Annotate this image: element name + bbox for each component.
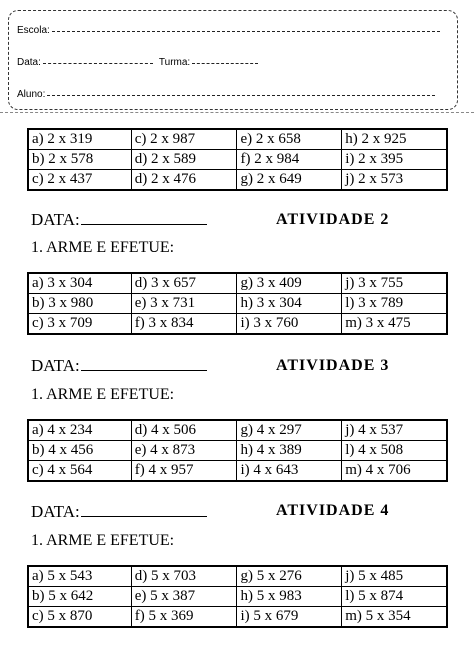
date-field[interactable] bbox=[43, 63, 153, 64]
table-row bbox=[28, 129, 447, 150]
activity-3-instruction: 1. ARME E EFETUE: bbox=[31, 386, 175, 403]
exercise-cell: l) 4 x 508 bbox=[342, 441, 447, 461]
activity-4-table bbox=[27, 565, 448, 628]
date-blank[interactable] bbox=[81, 502, 207, 517]
table-row bbox=[28, 461, 447, 482]
exercise-cell: h) 4 x 389 bbox=[237, 441, 342, 461]
date-class-line bbox=[17, 57, 258, 68]
class-label: Turma: bbox=[158, 57, 191, 68]
activity-2-title: ATIVIDADE 2 bbox=[276, 211, 390, 228]
exercise-cell: a) 5 x 543 bbox=[28, 566, 131, 587]
student-info-header bbox=[8, 10, 458, 110]
activity-4-title: ATIVIDADE 4 bbox=[276, 502, 390, 519]
date-label: DATA: bbox=[31, 502, 80, 521]
table-row bbox=[28, 587, 447, 607]
exercise-cell: j) 2 x 573 bbox=[342, 170, 447, 191]
table-row bbox=[28, 170, 447, 191]
exercise-cell: i) 2 x 395 bbox=[342, 150, 447, 170]
activity-1-table bbox=[27, 128, 448, 191]
exercise-cell: b) 4 x 456 bbox=[28, 441, 131, 461]
exercise-cell: e) 3 x 731 bbox=[131, 294, 237, 314]
exercise-cell: i) 4 x 643 bbox=[237, 461, 342, 482]
class-field[interactable] bbox=[192, 63, 258, 64]
exercise-cell: l) 3 x 789 bbox=[342, 294, 447, 314]
exercise-cell: f) 2 x 984 bbox=[237, 150, 342, 170]
exercise-cell: i) 5 x 679 bbox=[237, 607, 342, 628]
exercise-cell: b) 2 x 578 bbox=[28, 150, 131, 170]
activity-2-date-line bbox=[31, 210, 207, 230]
exercise-cell: c) 2 x 987 bbox=[131, 129, 237, 150]
exercise-cell: g) 5 x 276 bbox=[237, 566, 342, 587]
student-label: Aluno: bbox=[17, 89, 46, 100]
table-row bbox=[28, 441, 447, 461]
student-line bbox=[17, 89, 435, 100]
exercise-cell: d) 4 x 506 bbox=[131, 420, 237, 441]
exercise-cell: g) 2 x 649 bbox=[237, 170, 342, 191]
exercise-cell: h) 3 x 304 bbox=[237, 294, 342, 314]
exercise-cell: a) 3 x 304 bbox=[28, 273, 131, 294]
exercise-cell: h) 5 x 983 bbox=[237, 587, 342, 607]
activity-3-date-line bbox=[31, 356, 207, 376]
school-field[interactable] bbox=[52, 31, 440, 32]
exercise-cell: f) 4 x 957 bbox=[131, 461, 237, 482]
exercise-cell: d) 5 x 703 bbox=[131, 566, 237, 587]
exercise-cell: m) 5 x 354 bbox=[342, 607, 447, 628]
exercise-cell: c) 2 x 437 bbox=[28, 170, 131, 191]
date-label: Data: bbox=[17, 57, 41, 68]
school-line bbox=[17, 25, 440, 36]
date-label: DATA: bbox=[31, 210, 80, 229]
school-label: Escola: bbox=[17, 25, 50, 36]
activity-4-instruction: 1. ARME E EFETUE: bbox=[31, 532, 175, 549]
exercise-cell: m) 3 x 475 bbox=[342, 314, 447, 335]
activity-2-table bbox=[27, 272, 448, 335]
exercise-cell: j) 5 x 485 bbox=[342, 566, 447, 587]
activity-4-date-line bbox=[31, 502, 207, 522]
activity-3-title: ATIVIDADE 3 bbox=[276, 357, 390, 374]
activity-2-instruction: 1. ARME E EFETUE: bbox=[31, 239, 175, 256]
exercise-cell: a) 4 x 234 bbox=[28, 420, 131, 441]
date-blank[interactable] bbox=[81, 356, 207, 371]
exercise-cell: c) 4 x 564 bbox=[28, 461, 131, 482]
exercise-cell: c) 5 x 870 bbox=[28, 607, 131, 628]
exercise-cell: c) 3 x 709 bbox=[28, 314, 131, 335]
exercise-cell: b) 5 x 642 bbox=[28, 587, 131, 607]
table-row bbox=[28, 150, 447, 170]
exercise-cell: j) 4 x 537 bbox=[342, 420, 447, 441]
table-row bbox=[28, 607, 447, 628]
activity-3-table bbox=[27, 419, 448, 482]
exercise-cell: a) 2 x 319 bbox=[28, 129, 131, 150]
exercise-cell: m) 4 x 706 bbox=[342, 461, 447, 482]
student-field[interactable] bbox=[47, 95, 435, 96]
exercise-cell: i) 3 x 760 bbox=[237, 314, 342, 335]
exercise-cell: g) 4 x 297 bbox=[237, 420, 342, 441]
date-blank[interactable] bbox=[81, 210, 207, 225]
table-row bbox=[28, 273, 447, 294]
exercise-cell: f) 5 x 369 bbox=[131, 607, 237, 628]
table-row bbox=[28, 314, 447, 335]
exercise-cell: e) 5 x 387 bbox=[131, 587, 237, 607]
exercise-cell: j) 3 x 755 bbox=[342, 273, 447, 294]
table-row bbox=[28, 566, 447, 587]
exercise-cell: b) 3 x 980 bbox=[28, 294, 131, 314]
exercise-cell: d) 3 x 657 bbox=[131, 273, 237, 294]
exercise-cell: l) 5 x 874 bbox=[342, 587, 447, 607]
exercise-cell: e) 4 x 873 bbox=[131, 441, 237, 461]
exercise-cell: d) 2 x 476 bbox=[131, 170, 237, 191]
cut-line-divider bbox=[0, 112, 474, 113]
exercise-cell: f) 3 x 834 bbox=[131, 314, 237, 335]
table-row bbox=[28, 294, 447, 314]
exercise-cell: d) 2 x 589 bbox=[131, 150, 237, 170]
date-label: DATA: bbox=[31, 356, 80, 375]
exercise-cell: h) 2 x 925 bbox=[342, 129, 447, 150]
exercise-cell: g) 3 x 409 bbox=[237, 273, 342, 294]
table-row bbox=[28, 420, 447, 441]
exercise-cell: e) 2 x 658 bbox=[237, 129, 342, 150]
